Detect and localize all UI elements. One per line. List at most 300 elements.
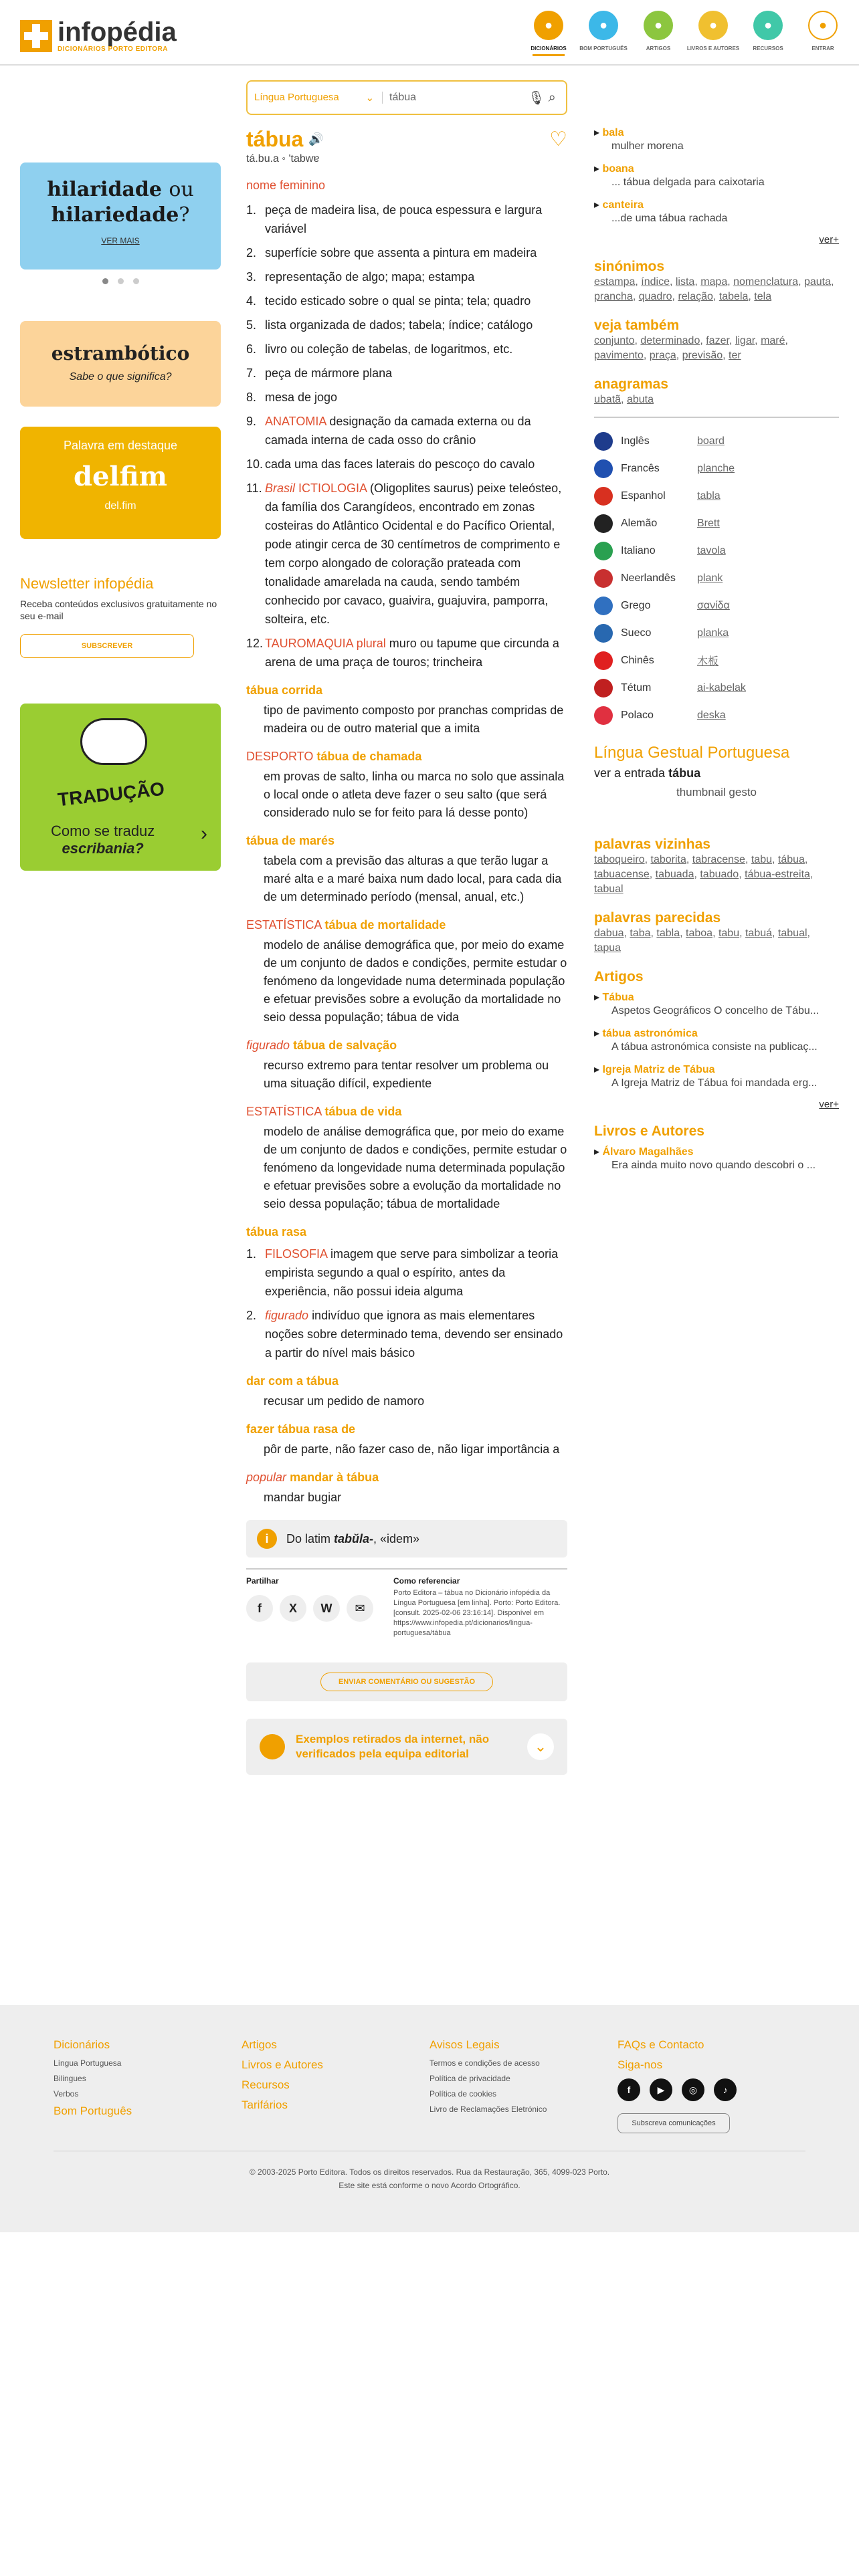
- definition-item: [246, 340, 567, 358]
- usage-label: figurado: [265, 1309, 312, 1322]
- synonym-link[interactable]: pauta: [803, 276, 832, 288]
- definition-number: 8.: [246, 391, 257, 404]
- articles-heading: Artigos: [594, 969, 644, 984]
- translation-language: Alemão: [621, 517, 658, 529]
- phrase-block: [246, 1422, 567, 1459]
- favorite-heart-icon[interactable]: ♡: [549, 128, 567, 150]
- speaker-icon[interactable]: 🔊: [308, 132, 324, 146]
- nav-item[interactable]: [752, 11, 784, 56]
- see-also-link[interactable]: pavimento: [594, 350, 644, 361]
- see-also-link[interactable]: fazer: [706, 335, 729, 346]
- translation-language: Francês: [621, 462, 660, 474]
- carousel-dot[interactable]: [118, 278, 124, 284]
- speech-balloon-icon: [80, 718, 147, 765]
- definition-text: peça de mármore plana: [265, 366, 393, 380]
- phrase-block: [246, 1471, 567, 1507]
- synonym-link[interactable]: tela: [754, 291, 772, 302]
- send-feedback-button[interactable]: ENVIAR COMENTÁRIO OU SUGESTÃO: [320, 1673, 493, 1691]
- definition-text: cada uma das faces laterais do pescoço do cavalo: [265, 457, 535, 471]
- chevron-down-icon[interactable]: ⌄: [527, 1733, 554, 1760]
- definition-text: superfície sobre que assenta a pintura em madeira: [265, 246, 537, 259]
- flag-icon: [594, 624, 613, 643]
- entry-word: ▸ boana: [594, 162, 839, 175]
- entry-word: ▸ canteira: [594, 198, 839, 211]
- see-more-link[interactable]: VER MAIS: [101, 236, 140, 245]
- definition-item: [246, 316, 567, 334]
- phrase-definition: recusar um pedido de namoro: [264, 1394, 425, 1408]
- synonym-link[interactable]: lista: [675, 276, 695, 288]
- article-item[interactable]: [594, 1063, 839, 1091]
- featured-word-promo[interactable]: [20, 427, 221, 539]
- logo-text: infopédia: [58, 17, 177, 47]
- translation-link[interactable]: plank: [697, 572, 723, 584]
- definition-text: Brasil ICTIOLOGIA (Oligoplites saurus) peixe teleósteo, da família dos Carangídeos, encontrado em zonas costeiras do Atlântico Ocidental e do Pacífico Oriental, pode atingir cerca de 30 centímetros de comprimento e tem corpo alongado de coloração prateada com tonalidade amarelada na cauda, sendo também conhecido por cavaco, guaivira, guajuvira, pamporra, solteira, etc.: [265, 481, 562, 626]
- nav-label: BOM PORTUGUÊS: [579, 45, 628, 51]
- translation-link[interactable]: σανίδα: [697, 599, 730, 611]
- entry-snippet: ...de uma tábua rachada: [611, 213, 728, 224]
- flag-icon: [594, 597, 613, 615]
- see-also-link[interactable]: determinado: [640, 335, 700, 346]
- footer-link[interactable]: Língua Portuguesa: [54, 2058, 122, 2068]
- books-heading: Livros e Autores: [594, 1123, 704, 1139]
- phrases-list: [246, 683, 567, 1213]
- neighbor-link[interactable]: tabuacense: [594, 869, 650, 880]
- translation-link[interactable]: planche: [697, 462, 735, 474]
- newsletter-text: Receba conteúdos exclusivos gratuitamente no seu e-mail: [20, 599, 217, 621]
- definition-item: [246, 1306, 567, 1362]
- similar-link[interactable]: dabua: [594, 928, 624, 939]
- definitions-list: [246, 1245, 567, 1362]
- synonyms-list: estampa, índice, lista, mapa, nomenclatura, pauta, prancha, quadro, relação, tabela, tela: [594, 276, 834, 302]
- nav-item[interactable]: [579, 11, 628, 56]
- facebook-icon[interactable]: f: [617, 2078, 640, 2101]
- search-bar: [246, 80, 567, 115]
- info-icon: i: [257, 1529, 277, 1549]
- search-input[interactable]: [383, 92, 528, 104]
- entry-word: ▸ bala: [594, 126, 839, 139]
- definition-item: [246, 1245, 567, 1301]
- translations-list: [594, 427, 839, 729]
- anagram-link[interactable]: ubatã: [594, 394, 622, 405]
- synonym-link[interactable]: nomenclatura: [733, 276, 799, 288]
- translation-row: [594, 537, 839, 564]
- tiktok-icon[interactable]: ♪: [714, 2078, 737, 2101]
- phrase-block: [246, 1039, 567, 1093]
- site-header: [0, 0, 859, 66]
- similar-link[interactable]: taboa: [686, 928, 713, 939]
- definition-number: 11.: [246, 481, 262, 495]
- definition-number: 2.: [246, 1309, 257, 1322]
- phrase-head: dar com a tábua: [246, 1374, 339, 1388]
- definition-number: 2.: [246, 246, 257, 259]
- definition-item: [246, 243, 567, 262]
- phrase-definition: modelo de análise demográfica que, por meio do exame de um conjunto de dados e condições, permite estudar o fenómeno da longevidade numa determinada população e efetuar previsões sobre a evolução da mortalidade no seio dessa população; tábua de mortalidade: [264, 1125, 567, 1210]
- see-also-link[interactable]: ter: [729, 350, 741, 361]
- nav-label: DICIONÁRIOS: [531, 45, 567, 51]
- articles-list: [594, 990, 839, 1091]
- entry-snippet: Era ainda muito novo quando descobri o ...: [611, 1160, 816, 1171]
- definition-text: livro ou coleção de tabelas, de logaritmos, etc.: [265, 342, 513, 356]
- footer-link[interactable]: Dicionários: [54, 2038, 110, 2051]
- synonyms-heading: sinónimos: [594, 259, 665, 274]
- see-also-link[interactable]: maré: [761, 335, 785, 346]
- phrase-definition: tabela com a previsão das alturas a que terão lugar a maré alta e a maré baixa num dado local, para cada dia de um determinado período (mensal, anual, etc.): [264, 854, 562, 903]
- translation-question: Como se traduz escribania?: [51, 823, 155, 857]
- article-item[interactable]: [594, 1027, 839, 1055]
- similar-link[interactable]: taba: [630, 928, 651, 939]
- feedback-box: [246, 1662, 567, 1701]
- nav-label: LIVROS E AUTORES: [686, 45, 740, 51]
- featured-syllables: del.fim: [104, 500, 136, 512]
- definition-text: ANATOMIA designação da camada externa ou da camada interna de cada osso do crânio: [265, 415, 531, 447]
- definition-item: [246, 388, 567, 407]
- entry-snippet: A tábua astronómica consiste na publicaç...: [611, 1041, 818, 1053]
- definition-text: peça de madeira lisa, de pouca espessura e largura variável: [265, 203, 543, 235]
- chevron-right-icon[interactable]: ›: [201, 823, 207, 845]
- phrase-definition: mandar bugiar: [264, 1491, 342, 1504]
- etymology-box: i Do latim tabŭla-, «idem»: [246, 1520, 567, 1558]
- phrase-head: ESTATÍSTICA tábua de vida: [246, 1105, 402, 1118]
- translation-row: [594, 702, 839, 729]
- usage-label: Brasil: [265, 481, 299, 495]
- translation-link[interactable]: tavola: [697, 544, 726, 556]
- see-also-link[interactable]: conjunto: [594, 335, 635, 346]
- definition-text: representação de algo; mapa; estampa: [265, 270, 475, 284]
- translation-row: [594, 482, 839, 510]
- phrase-block: [246, 683, 567, 738]
- phrase-block: [246, 750, 567, 822]
- phrase-label: popular: [246, 1471, 290, 1484]
- promo-word-2: hilariedade: [51, 203, 179, 227]
- promo-subtitle: Sabe o que significa?: [69, 371, 172, 383]
- facebook-icon[interactable]: f: [246, 1595, 273, 1622]
- entry-snippet: ... tábua delgada para caixotaria: [611, 177, 765, 188]
- related-entry[interactable]: [594, 126, 839, 154]
- related-entries: [594, 126, 839, 226]
- whatsapp-icon[interactable]: W: [313, 1595, 340, 1622]
- definition-number: 9.: [246, 415, 257, 428]
- definition-item: [246, 455, 567, 473]
- carousel-dot[interactable]: [133, 278, 139, 284]
- translation-promo[interactable]: [20, 704, 221, 871]
- translation-link[interactable]: planka: [697, 627, 729, 639]
- user-icon: ●: [808, 11, 838, 40]
- instagram-icon[interactable]: ◎: [682, 2078, 704, 2101]
- synonym-link[interactable]: tabela: [719, 291, 749, 302]
- see-also-link[interactable]: ligar: [735, 335, 755, 346]
- translation-link[interactable]: deska: [697, 709, 726, 721]
- neighbor-link[interactable]: tabu: [751, 854, 772, 865]
- entry-word: ▸ Igreja Matriz de Tábua: [594, 1063, 839, 1076]
- books-list: [594, 1145, 839, 1173]
- phrase-head: figurado tábua de salvação: [246, 1039, 397, 1052]
- definition-item: [246, 201, 567, 238]
- phrase-block: [246, 834, 567, 906]
- nav-item[interactable]: [642, 11, 674, 56]
- definition-number: 10.: [246, 457, 264, 471]
- carousel-dot[interactable]: [102, 278, 108, 284]
- translation-language: Grego: [621, 599, 651, 611]
- synonym-link[interactable]: mapa: [700, 276, 728, 288]
- domain-label: ICTIOLOGIA: [298, 481, 371, 495]
- entry-word: ▸ tábua astronómica: [594, 1027, 839, 1040]
- translation-language: Italiano: [621, 544, 656, 556]
- word-pair-promo[interactable]: [20, 163, 221, 270]
- nav-item[interactable]: [807, 11, 839, 56]
- footer-link[interactable]: Bom Português: [54, 2105, 132, 2117]
- translation-row: [594, 619, 839, 647]
- translation-language: Neerlandês: [621, 572, 676, 584]
- phrase-head: DESPORTO tábua de chamada: [246, 750, 422, 763]
- definition-number: 7.: [246, 366, 257, 380]
- footer-link[interactable]: FAQs e Contacto: [617, 2038, 704, 2051]
- headword: tábua: [246, 127, 304, 151]
- definition-item: [246, 292, 567, 310]
- nav-item[interactable]: [686, 11, 740, 56]
- see-more-link[interactable]: ver+: [819, 1099, 839, 1110]
- translation-row: [594, 455, 839, 482]
- footer-link[interactable]: Livros e Autores: [242, 2058, 323, 2071]
- promo-word-1: hilaridade: [47, 178, 162, 201]
- main-content: [246, 80, 567, 1775]
- phrase-block: [246, 1105, 567, 1213]
- flag-icon: [594, 487, 613, 506]
- main-nav: [533, 11, 839, 56]
- newsletter-box: [20, 575, 221, 658]
- phrase-definition: modelo de análise demográfica que, por meio do exame de um conjunto de dados e condições, permite estudar o fenómeno da longevidade numa determinada população e efetuar previsões sobre a evolução da mortalidade no seio dessa população; tábua de vida: [264, 938, 567, 1024]
- phrase-definition: em provas de salto, linha ou marca no solo que assinala o local onde o atleta deve fazer o seu salto (que será considerado nulo se for feito para lá desse ponto): [264, 770, 565, 819]
- neighbors-heading: palavras vizinhas: [594, 837, 710, 852]
- newsletter-title: Newsletter infopédia: [20, 575, 154, 592]
- footer-col-contact: [617, 2038, 805, 2133]
- definition-number: 1.: [246, 1247, 257, 1261]
- definition-number: 1.: [246, 203, 257, 217]
- examples-toggle[interactable]: [246, 1719, 567, 1775]
- phrase-head: ESTATÍSTICA tábua de mortalidade: [246, 918, 446, 932]
- footer-link[interactable]: Tarifários: [242, 2099, 288, 2111]
- footer-link[interactable]: Termos e condições de acesso: [430, 2058, 540, 2068]
- flag-icon: [594, 679, 613, 697]
- flag-icon: [594, 706, 613, 725]
- footer-link[interactable]: Bilingues: [54, 2074, 86, 2083]
- neighbor-link[interactable]: tabuada: [655, 869, 694, 880]
- phrase-label: figurado: [246, 1039, 294, 1052]
- definition-item: [246, 479, 567, 629]
- nav-label: ARTIGOS: [646, 45, 671, 51]
- youtube-icon[interactable]: ▶: [650, 2078, 672, 2101]
- anagrams-heading: anagramas: [594, 377, 668, 392]
- see-also-link[interactable]: previsão: [682, 350, 723, 361]
- definition-item: [246, 634, 567, 671]
- share-and-reference: [246, 1568, 567, 1638]
- domain-label: FILOSOFIA: [265, 1247, 331, 1261]
- phrase-definition: recurso extremo para tentar resolver um problema ou uma situação difícil, expediente: [264, 1059, 549, 1090]
- footer-link[interactable]: Artigos: [242, 2038, 277, 2051]
- definition-text: lista organizada de dados; tabela; índice; catálogo: [265, 318, 533, 332]
- sidebar-right: [594, 126, 839, 1181]
- footer-link[interactable]: Livro de Reclamações Eletrónico: [430, 2105, 547, 2114]
- synonym-link[interactable]: quadro: [638, 291, 672, 302]
- translation-link[interactable]: ai-kabelak: [697, 681, 746, 693]
- entry-word: ▸ Álvaro Magalhães: [594, 1145, 839, 1158]
- follow-us-label: Siga-nos: [617, 2058, 663, 2071]
- translation-row: [594, 564, 839, 592]
- translation-link[interactable]: board: [697, 435, 725, 447]
- similar-link[interactable]: tabual: [777, 928, 807, 939]
- flag-icon: [594, 432, 613, 451]
- entry-snippet: Aspetos Geográficos O concelho de Tábu...: [611, 1005, 820, 1016]
- see-also-link[interactable]: praça: [649, 350, 676, 361]
- similar-link[interactable]: tabu: [718, 928, 740, 939]
- neighbors-list: taboqueiro, taborita, tabracense, tabu, tábua, tabuacense, tabuada, tabuado, tábua-estreita, tabual: [594, 854, 814, 895]
- neighbor-link[interactable]: tabracense: [692, 854, 745, 865]
- footer-link[interactable]: Política de cookies: [430, 2089, 497, 2099]
- definitions-list: [246, 201, 567, 671]
- phrase-head: fazer tábua rasa de: [246, 1422, 356, 1436]
- definition-text: tecido esticado sobre o qual se pinta; tela; quadro: [265, 294, 531, 308]
- phrase-head: tábua rasa: [246, 1225, 307, 1239]
- translation-language: Espanhol: [621, 490, 666, 502]
- neighbor-link[interactable]: taboqueiro: [594, 854, 645, 865]
- footer-link[interactable]: Verbos: [54, 2089, 79, 2099]
- neighbor-link[interactable]: tábua-estreita: [745, 869, 810, 880]
- phrase-label: ESTATÍSTICA: [246, 1105, 325, 1118]
- chevron-down-icon: ⌄: [365, 92, 375, 104]
- entry-snippet: A Igreja Matriz de Tábua foi mandada erg...: [611, 1077, 818, 1089]
- translation-language: Polaco: [621, 709, 654, 721]
- similar-heading: palavras parecidas: [594, 910, 721, 926]
- domain-label: TAUROMAQUIA plural: [265, 637, 389, 650]
- copyright: © 2003-2025 Porto Editora. Todos os direitos reservados. Rua da Restauração, 365, 4099-023 Porto. Este site está conforme o novo Acordo Ortográfico.: [249, 2167, 610, 2190]
- book-item[interactable]: [594, 1145, 839, 1173]
- carousel-dots: [20, 274, 221, 288]
- translation-row: [594, 427, 839, 455]
- definition-item: [246, 364, 567, 383]
- definition-item: [246, 412, 567, 449]
- language-select[interactable]: Língua Portuguesa ⌄: [254, 92, 383, 104]
- neighbor-link[interactable]: tabuado: [700, 869, 739, 880]
- definition-number: 4.: [246, 294, 257, 308]
- phrase-definition: pôr de parte, não fazer caso de, não ligar importância a: [264, 1442, 560, 1456]
- nav-item[interactable]: [533, 11, 565, 56]
- phrase-label: DESPORTO: [246, 750, 317, 763]
- footer-link[interactable]: Avisos Legais: [430, 2038, 500, 2051]
- nav-label: RECURSOS: [753, 45, 783, 51]
- neighbor-link[interactable]: taborita: [650, 854, 686, 865]
- phrase-tabua-rasa: [246, 1225, 567, 1362]
- entry-header: [246, 127, 567, 152]
- phrase-definition: tipo de pavimento composto por pranchas compridas de madeira ou de outro material que a imita: [264, 704, 564, 735]
- synonym-link[interactable]: índice: [641, 276, 670, 288]
- pronunciation: tá.bu.a ◦ 'tabwɐ: [246, 153, 320, 165]
- translation-row: [594, 592, 839, 619]
- translation-language: Sueco: [621, 627, 652, 639]
- flag-icon: [594, 569, 613, 588]
- neighbor-link[interactable]: tábua: [777, 854, 805, 865]
- site-logo[interactable]: [20, 19, 177, 53]
- footer-col-legal: [430, 2038, 617, 2133]
- word-meaning-promo[interactable]: [20, 321, 221, 407]
- globe-icon: [260, 1734, 285, 1759]
- translation-row: [594, 647, 839, 674]
- part-of-speech: nome feminino: [246, 179, 326, 192]
- similar-link[interactable]: tapua: [594, 942, 622, 954]
- similar-list: dabua, taba, tabla, taboa, tabu, tabuá, tabual, tapua: [594, 928, 810, 954]
- share-label: Partilhar: [246, 1576, 279, 1586]
- flag-icon: [594, 514, 613, 533]
- translation-title: TRADUÇÃO: [56, 778, 166, 811]
- phrases-list: [246, 1374, 567, 1507]
- flag-icon: [594, 651, 613, 670]
- definition-text: mesa de jogo: [265, 391, 338, 404]
- document-icon: ●: [644, 11, 673, 40]
- footer-link[interactable]: Política de privacidade: [430, 2074, 510, 2083]
- definition-item: [246, 267, 567, 286]
- email-icon[interactable]: ✉: [347, 1595, 373, 1622]
- featured-label: Palavra em destaque: [63, 439, 178, 452]
- phrase-head: tábua de marés: [246, 834, 335, 847]
- see-also-heading: veja também: [594, 318, 680, 333]
- subscribe-button[interactable]: SUBSCREVER: [20, 634, 194, 658]
- article-item[interactable]: [594, 990, 839, 1018]
- microphone-icon[interactable]: 🎙: [528, 90, 545, 106]
- sign-language-thumbnail: thumbnail gesto: [676, 786, 757, 798]
- featured-word: delfim: [73, 461, 168, 492]
- similar-link[interactable]: tabla: [656, 928, 680, 939]
- translation-language: Tétum: [621, 681, 652, 693]
- entry-word: ▸ Tábua: [594, 990, 839, 1004]
- see-more-link[interactable]: ver+: [819, 234, 839, 245]
- footer-col-content: [242, 2038, 430, 2133]
- promo-question-mark: ?: [179, 203, 190, 227]
- synonym-link[interactable]: relação: [678, 291, 713, 302]
- definition-number: 5.: [246, 318, 257, 332]
- translation-link[interactable]: tabla: [697, 490, 721, 502]
- sign-language-heading: Língua Gestual Portuguesa: [594, 744, 790, 762]
- x-twitter-icon[interactable]: X: [280, 1595, 306, 1622]
- definition-text: TAUROMAQUIA plural muro ou tapume que circunda a arena de uma praça de touros; trincheira: [265, 637, 559, 669]
- see-also-list: conjunto, determinado, fazer, ligar, maré, pavimento, praça, previsão, ter: [594, 335, 788, 361]
- definition-text: figurado indivíduo que ignora as mais elementares noções sobre determinado tema, devendo ser ensinado a partir do nível mais básico: [265, 1309, 563, 1360]
- logo-subtitle: DICIONÁRIOS PORTO EDITORA: [58, 45, 168, 53]
- chat-icon: ●: [589, 11, 618, 40]
- phrase-block: [246, 918, 567, 1027]
- subscribe-communications-button[interactable]: Subscreva comunicações: [617, 2113, 730, 2133]
- anagrams-list: ubatã, abuta: [594, 394, 654, 405]
- synonym-link[interactable]: prancha: [594, 291, 633, 302]
- similar-link[interactable]: tabuá: [745, 928, 773, 939]
- resources-icon: ●: [753, 11, 783, 40]
- domain-label: ANATOMIA: [265, 415, 330, 428]
- related-entry[interactable]: [594, 162, 839, 190]
- phrase-head: tábua corrida: [246, 683, 323, 697]
- anagram-link[interactable]: abuta: [626, 394, 654, 405]
- synonym-link[interactable]: estampa: [594, 276, 636, 288]
- translation-language: Chinês: [621, 654, 654, 666]
- sign-language-link[interactable]: ver a entrada tábua: [594, 766, 701, 780]
- translation-link[interactable]: Brett: [697, 517, 720, 529]
- entry-snippet: mulher morena: [611, 140, 684, 152]
- reference-label: Como referenciar: [393, 1576, 460, 1586]
- search-icon[interactable]: ⌕: [548, 90, 556, 105]
- footer-col-dictionaries: [54, 2038, 242, 2133]
- neighbor-link[interactable]: tabual: [594, 883, 624, 895]
- site-footer: [0, 2005, 859, 2232]
- phrase-block: [246, 1374, 567, 1410]
- translation-link[interactable]: 木板: [697, 656, 719, 667]
- related-entry[interactable]: [594, 198, 839, 226]
- footer-link[interactable]: Recursos: [242, 2078, 290, 2091]
